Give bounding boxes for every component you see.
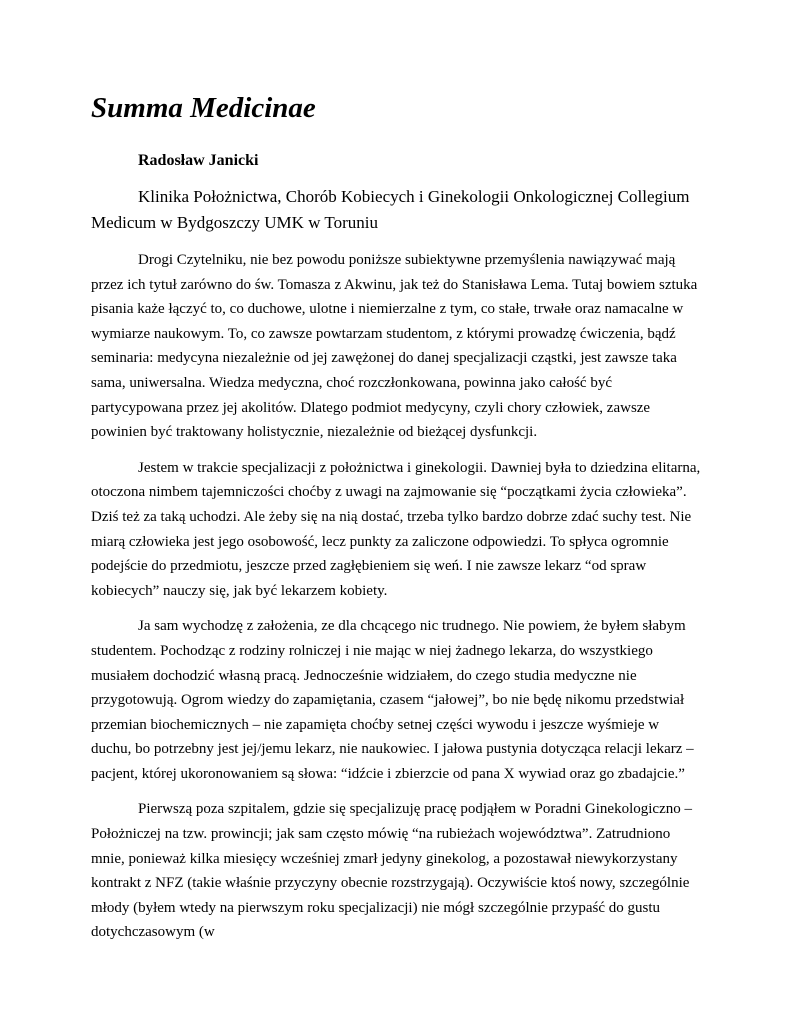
author-affiliation: Klinika Położnictwa, Chorób Kobiecych i Ginekologii Onkologicznej Collegium Medicum w Bydgoszczy UMK w Toruniu xyxy=(91,187,690,232)
paragraph: Jestem w trakcie specjalizacji z położnictwa i ginekologii. Dawniej była to dziedzina elitarna, otoczona nimbem tajemniczości choćby z uwagi na zajmowanie się “początkami życia człowieka”. Dziś też za taką uchodzi. Ale żeby się na nią dostać, trzeba tylko bardzo dobrze zdać suchy test. Nie miarą człowieka jest jego osobowość, lecz punkty za zaliczone odpowiedzi. To spłyca ogromnie podejście do przedmiotu, jeszcze przed zagłębieniem się weń. I nie zawsze lekarz “od spraw kobiecych” nauczy się, jak być lekarzem kobiety. xyxy=(91,459,701,599)
paragraph: Ja sam wychodzę z założenia, ze dla chcącego nic trudnego. Nie powiem, że byłem słabym studentem. Pochodząc z rodziny rolniczej i nie mając w niej żadnego lekarza, do wszystkiego musiałem dochodzić własną pracą. Jednocześnie widziałem, do czego studia medyczne nie przygotowują. Ogrom wiedzy do zapamiętania, czasem “jałowej”, bo nie będę nikomu przedstwiał przemian biochemicznych – nie zapamięta choćby setnej części wywodu i jeszcze wyśmieje w duchu, bo potrzebny jest jej/jemu lekarz, nie naukowiec. I jałowa pustynia dotycząca relacji lekarz – pacjent, której ukoronowaniem są słowa: “idźcie i zbierzcie od pana X wywiad oraz go zbadajcie.” xyxy=(91,618,694,782)
paragraph: Pierwszą poza szpitalem, gdzie się specjalizuję pracę podjąłem w Poradni Ginekologiczno – Położniczej na tzw. prowincji; jak sam często mówię “na rubieżach województwa”. Zatrudniono mnie, ponieważ kilka miesięcy wcześniej zmarł jedyny ginekolog, a pozostawał niewykorzystany kontrakt z NFZ (takie właśnie przyczyny obecnie rozstrzygają). Oczywiście ktoś nowy, szczególnie młody (byłem wtedy na pierwszym roku specjalizacji) nie mógł szczególnie przypaść do gustu dotychczasowym (w xyxy=(91,801,692,941)
page-title: Summa Medicinae xyxy=(91,92,316,124)
author-name: Radosław Janicki xyxy=(138,152,259,169)
article-body xyxy=(91,248,703,956)
paragraph: Drogi Czytelniku, nie bez powodu poniższe subiektywne przemyślenia nawiązywać mają przez ich tytuł zarówno do św. Tomasza z Akwinu, jak też do Stanisława Lema. Tutaj bowiem sztuka pisania każe łączyć to, co duchowe, ulotne i niemierzalne z tym, co stałe, trwałe oraz namacalne w wymiarze naukowym. To, co zawsze powtarzam studentom, z którymi prowadzę ćwiczenia, bądź seminaria: medycyna niezależnie od jej zawężonej do danej specjalizacji cząstki, jest zawsze taka sama, uniwersalna. Wiedza medyczna, choć rozczłonkowana, powinna jako całość być partycypowana przez jej akolitów. Dlatego podmiot medycyny, czyli chory człowiek, zawsze powinien być traktowany holistycznie, niezależnie od bieżącej dysfunkcji. xyxy=(91,252,698,441)
